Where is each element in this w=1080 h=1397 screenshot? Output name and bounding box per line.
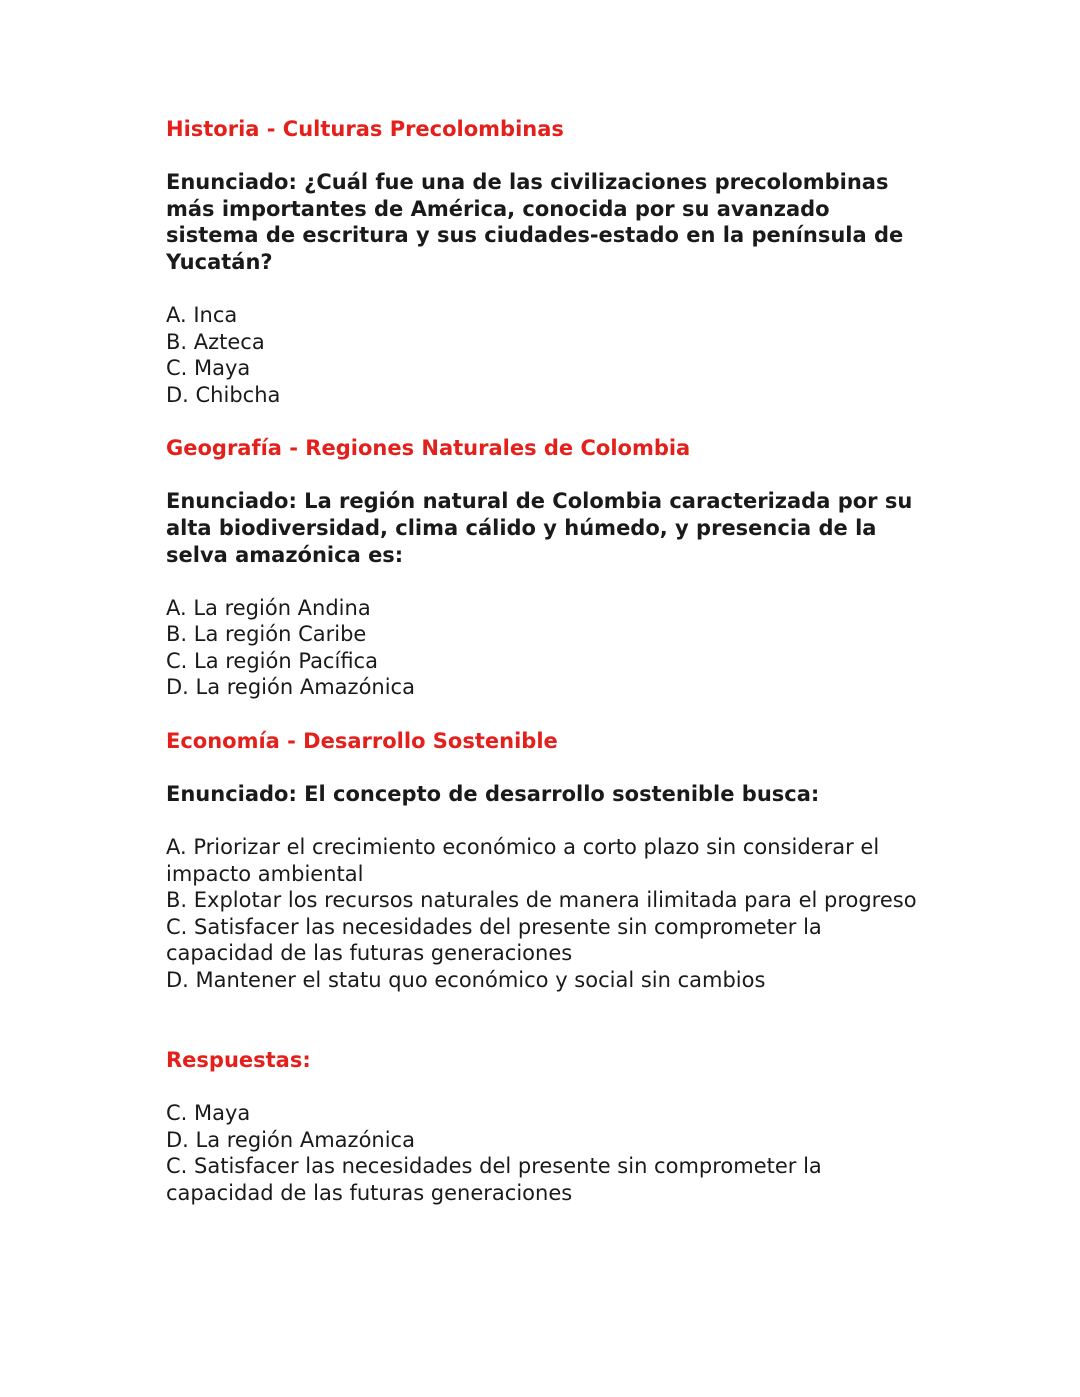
- section-heading-historia: Historia - Culturas Precolombinas: [166, 117, 564, 141]
- option-a: A. Inca: [166, 303, 238, 328]
- answer-item: C. Maya: [166, 1100, 251, 1125]
- option-b: B. Azteca: [166, 329, 265, 354]
- answer-item: D. La región Amazónica: [166, 1127, 415, 1152]
- option-a: A. La región Andina: [166, 595, 371, 620]
- option-c: C. Satisfacer las necesidades del presente sin comprometer la capacidad de las futuras generaciones: [166, 914, 822, 966]
- option-d: D. Chibcha: [166, 382, 281, 407]
- option-d: D. Mantener el statu quo económico y social sin cambios: [166, 968, 766, 992]
- section-heading-economia: Economía - Desarrollo Sostenible: [166, 728, 558, 753]
- answer-item: C. Satisfacer las necesidades del presente sin comprometer la capacidad de las futuras generaciones: [166, 1154, 822, 1205]
- option-b: B. Explotar los recursos naturales de manera ilimitada para el progreso: [166, 888, 917, 913]
- section-heading-geografia: Geografía - Regiones Naturales de Colombia: [166, 436, 691, 461]
- option-a: A. Priorizar el crecimiento económico a corto plazo sin considerar el impacto ambiental: [166, 835, 880, 886]
- option-c: C. Maya: [166, 356, 251, 381]
- document-page: [166, 116, 926, 1206]
- question-statement-geografia: Enunciado: La región natural de Colombia caracterizada por su alta biodiversidad, clima cálido y húmedo, y presencia de la selva amazónica es:: [166, 489, 913, 567]
- option-d: D. La región Amazónica: [166, 675, 415, 700]
- question-statement-economia: Enunciado: El concepto de desarrollo sostenible busca:: [166, 781, 820, 806]
- option-c: C. La región Pacífica: [166, 648, 378, 673]
- question-statement-historia: Enunciado: ¿Cuál fue una de las civilizaciones precolombinas más importantes de América, conocida por su avanzado sistema de escritura y sus ciudades-estado en la península de Yucatán?: [166, 170, 904, 274]
- option-b: B. La región Caribe: [166, 622, 367, 647]
- answers-heading: Respuestas:: [166, 1047, 311, 1072]
